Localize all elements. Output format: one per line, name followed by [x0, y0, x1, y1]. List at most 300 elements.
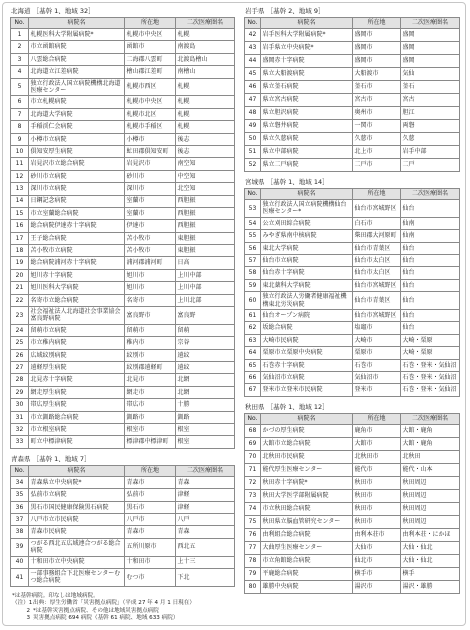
- cell-no: 56: [245, 242, 261, 254]
- note-item: [12, 615, 234, 623]
- cell-location: 紋別郡遠軽町: [125, 362, 176, 374]
- cell-hospital-name: 県立久慈病院: [261, 133, 353, 146]
- cell-hospital-name: 八雲総合病院: [29, 53, 125, 65]
- cell-location: 由利本荘市: [353, 528, 401, 541]
- cell-no: 28: [11, 374, 29, 386]
- cell-hospital-name: 市立札幌病院: [29, 96, 125, 108]
- cell-hospital-name: 気仙沼市立病院: [261, 371, 353, 383]
- cell-no: 71: [245, 463, 261, 476]
- table-header-row: [11, 18, 235, 29]
- cell-no: 62: [245, 322, 261, 334]
- cell-hospital-name: 一部事務組合下北医療センターむつ総合病院: [29, 568, 125, 586]
- cell-location: 仙台市宮城野区: [353, 309, 401, 321]
- cell-hospital-name: 県立大船渡病院: [261, 68, 353, 81]
- cell-no: 63: [245, 334, 261, 346]
- cell-hospital-name: 北海道立江差病院: [29, 66, 125, 78]
- section-heading-hokkaido: 北海道 ［基幹 1、地域 32］: [11, 7, 95, 15]
- table-row: [11, 556, 235, 568]
- table-row: [11, 399, 235, 411]
- cell-hospital-name: 雄勝中央病院: [261, 580, 353, 593]
- cell-location: 札幌市西区: [125, 78, 176, 96]
- cell-medical-area: 北網: [176, 386, 235, 398]
- table-body: [11, 29, 235, 449]
- cell-location: 二海郡八雲町: [125, 53, 176, 65]
- cell-medical-area: 盛岡: [401, 29, 460, 42]
- cell-hospital-name: 大曲厚生医療センター: [261, 541, 353, 554]
- section-iwate: [244, 7, 459, 172]
- table-row: [11, 501, 235, 513]
- cell-hospital-name: 十和田市立中央病院: [29, 556, 125, 568]
- cell-no: 66: [245, 371, 261, 383]
- note-item: [12, 600, 234, 608]
- cell-hospital-name: 旭川赤十字病院: [29, 269, 125, 281]
- table-header-row: [11, 465, 235, 476]
- cell-hospital-name: 大崎市民病院: [261, 334, 353, 346]
- cell-medical-area: 東胆振: [176, 245, 235, 257]
- cell-no: 22: [11, 294, 29, 306]
- cell-medical-area: 西胆振: [176, 220, 235, 232]
- table-row: [245, 437, 460, 450]
- cell-no: 34: [11, 476, 29, 488]
- column-header-medical-area: 二次医療圏名: [401, 413, 460, 424]
- cell-medical-area: 二戸: [401, 159, 460, 172]
- table-row: [11, 66, 235, 78]
- section-heading-akita: 秋田県 ［基幹 1、地域 12］: [245, 402, 329, 411]
- column-header-no: No.: [11, 465, 29, 476]
- cell-hospital-name: 盛岡赤十字病院: [261, 55, 353, 68]
- cell-location: 塩竈市: [353, 322, 401, 334]
- cell-hospital-name: 秋田県立脳血管研究センター: [261, 515, 353, 528]
- cell-location: 仙台市太白区: [353, 254, 401, 266]
- table-row: [11, 195, 235, 207]
- cell-location: 小樽市: [125, 133, 176, 145]
- cell-hospital-name: 栗原市立栗原中央病院: [261, 347, 353, 359]
- table-row: [245, 279, 460, 291]
- table-row: [245, 267, 460, 279]
- cell-medical-area: 津軽: [176, 489, 235, 501]
- cell-hospital-name: 帯広厚生病院: [29, 399, 125, 411]
- table-body: [11, 476, 235, 586]
- cell-medical-area: 後志: [176, 145, 235, 157]
- cell-no: 46: [245, 81, 261, 94]
- cell-hospital-name: みやぎ県南中核病院: [261, 230, 353, 242]
- cell-no: 21: [11, 282, 29, 294]
- cell-medical-area: 札幌: [176, 78, 235, 96]
- cell-no: 55: [245, 230, 261, 242]
- cell-no: 50: [245, 133, 261, 146]
- cell-medical-area: 秋田周辺: [401, 489, 460, 502]
- table-row: [245, 384, 460, 396]
- cell-hospital-name: 能代厚生医療センター: [261, 463, 353, 476]
- cell-hospital-name: 岩手医科大学附属病院*: [261, 29, 353, 42]
- cell-no: 16: [11, 220, 29, 232]
- cell-medical-area: 上川北部: [176, 294, 235, 306]
- table-row: [11, 476, 235, 488]
- cell-no: 29: [11, 386, 29, 398]
- cell-medical-area: 能代・山本: [401, 463, 460, 476]
- cell-hospital-name: 総合病院伊達赤十字病院: [29, 220, 125, 232]
- cell-hospital-name: 登米市立登米市民病院: [261, 384, 353, 396]
- hospital-table-aomori: [10, 465, 235, 587]
- table-row: [11, 121, 235, 133]
- table-row: [11, 307, 235, 325]
- cell-location: 紋別市: [125, 349, 176, 361]
- cell-no: 25: [11, 337, 29, 349]
- table-row: [245, 200, 460, 218]
- cell-hospital-name: 県立胆沢病院: [261, 107, 353, 120]
- table-row: [245, 424, 460, 437]
- cell-medical-area: 南渡島: [176, 41, 235, 53]
- cell-hospital-name: 東北大学病院: [261, 242, 353, 254]
- cell-hospital-name: 大館市立総合病院: [261, 437, 353, 450]
- cell-no: 4: [11, 66, 29, 78]
- cell-hospital-name: 仙台市立病院: [261, 254, 353, 266]
- table-row: [11, 108, 235, 120]
- cell-hospital-name: 小樽市立病院: [29, 133, 125, 145]
- cell-medical-area: 西胆振: [176, 207, 235, 219]
- column-header-location: 所在地: [125, 18, 176, 29]
- cell-hospital-name: 苫小牧市立病院: [29, 245, 125, 257]
- cell-location: 札幌市中央区: [125, 96, 176, 108]
- cell-no: 52: [245, 159, 261, 172]
- table-body: [245, 424, 460, 593]
- cell-location: 奥州市: [353, 107, 401, 120]
- column-header-hospital-name: 病院名: [261, 18, 353, 29]
- table-row: [245, 94, 460, 107]
- cell-medical-area: 仙南: [401, 217, 460, 229]
- cell-no: 8: [11, 121, 29, 133]
- cell-no: 13: [11, 183, 29, 195]
- section-hokkaido: [10, 7, 234, 449]
- cell-location: 石巻市: [353, 359, 401, 371]
- cell-no: 9: [11, 133, 29, 145]
- cell-location: 旭川市: [125, 269, 176, 281]
- cell-medical-area: 横手: [401, 567, 460, 580]
- cell-location: 浦河郡浦河町: [125, 257, 176, 269]
- cell-hospital-name: 市立釧路総合病院: [29, 411, 125, 423]
- column-header-medical-area: 二次医療圏名: [401, 18, 460, 29]
- cell-medical-area: 北空知: [176, 183, 235, 195]
- cell-medical-area: 東胆振: [176, 232, 235, 244]
- cell-location: 旭川市: [125, 282, 176, 294]
- cell-medical-area: 上川中部: [176, 282, 235, 294]
- table-row: [245, 68, 460, 81]
- cell-location: 仙北市: [353, 554, 401, 567]
- table-row: [11, 269, 235, 281]
- cell-no: 74: [245, 502, 261, 515]
- cell-hospital-name: 八戸市立市民病院: [29, 513, 125, 525]
- table-row: [11, 41, 235, 53]
- cell-no: 24: [11, 324, 29, 336]
- cell-location: 帯広市: [125, 399, 176, 411]
- cell-hospital-name: 町立中標津病院: [29, 436, 125, 448]
- cell-no: 36: [11, 501, 29, 513]
- right-column: [244, 7, 459, 600]
- cell-location: 富良野市: [125, 307, 176, 325]
- hospital-table-hokkaido: [10, 17, 235, 449]
- cell-hospital-name: かづの厚生病院: [261, 424, 353, 437]
- cell-hospital-name: 東北薬科大学病院: [261, 279, 353, 291]
- cell-location: 苫小牧市: [125, 232, 176, 244]
- cell-no: 7: [11, 108, 29, 120]
- cell-hospital-name: 坂総合病院: [261, 322, 353, 334]
- cell-location: 黒石市: [125, 501, 176, 513]
- cell-medical-area: 大仙・仙北: [401, 554, 460, 567]
- cell-location: 砂川市: [125, 170, 176, 182]
- cell-medical-area: 南空知: [176, 158, 235, 170]
- table-row: [11, 489, 235, 501]
- cell-location: 室蘭市: [125, 207, 176, 219]
- cell-no: 14: [11, 195, 29, 207]
- cell-no: 3: [11, 53, 29, 65]
- cell-location: 一関市: [353, 120, 401, 133]
- table-row: [11, 232, 235, 244]
- cell-location: 二戸市: [353, 159, 401, 172]
- section-heading-aomori: 青森県 ［基幹 1、地域 7］: [11, 454, 91, 463]
- table-row: [11, 324, 235, 336]
- table-row: [11, 53, 235, 65]
- cell-location: 秋田市: [353, 502, 401, 515]
- table-row: [245, 146, 460, 159]
- cell-medical-area: 宮古: [401, 94, 460, 107]
- cell-hospital-name: 旭川医科大学病院: [29, 282, 125, 294]
- table-row: [245, 29, 460, 42]
- cell-medical-area: 札幌: [176, 121, 235, 133]
- cell-medical-area: 青森: [176, 526, 235, 538]
- cell-hospital-name: 王子総合病院: [29, 232, 125, 244]
- cell-hospital-name: 市立室蘭総合病院: [29, 207, 125, 219]
- table-row: [245, 254, 460, 266]
- cell-location: 宮古市: [353, 94, 401, 107]
- cell-hospital-name: 青森県立中央病院*: [29, 476, 125, 488]
- cell-no: 30: [11, 399, 29, 411]
- cell-location: 弘前市: [125, 489, 176, 501]
- cell-no: 79: [245, 567, 261, 580]
- cell-medical-area: 札幌: [176, 96, 235, 108]
- cell-medical-area: 盛岡: [401, 55, 460, 68]
- cell-medical-area: 釜石: [401, 81, 460, 94]
- table-row: [11, 29, 235, 41]
- cell-location: 盛岡市: [353, 29, 401, 42]
- note-label: 3: [26, 615, 30, 622]
- cell-medical-area: 仙台: [401, 254, 460, 266]
- table-row: [245, 528, 460, 541]
- cell-location: 根室市: [125, 423, 176, 435]
- table-row: [11, 294, 235, 306]
- cell-location: 留萌市: [125, 324, 176, 336]
- table-row: [245, 463, 460, 476]
- cell-location: 仙台市宮城野区: [353, 200, 401, 218]
- column-header-medical-area: 二次医療圏名: [401, 189, 460, 200]
- cell-no: 67: [245, 384, 261, 396]
- cell-hospital-name: 市立稚内病院: [29, 337, 125, 349]
- cell-location: 秋田市: [353, 476, 401, 489]
- cell-location: 北秋田市: [353, 450, 401, 463]
- cell-location: 北見市: [125, 374, 176, 386]
- note-text: *は基幹災害拠点病院、その他は地域災害拠点病院: [33, 607, 159, 614]
- cell-location: 苫小牧市: [125, 245, 176, 257]
- cell-medical-area: 根室: [176, 423, 235, 435]
- note-text: 災害拠点病院 694 病院（基幹 61 病院、地域 633 病院）: [33, 615, 179, 622]
- cell-no: 6: [11, 96, 29, 108]
- cell-medical-area: 仙台: [401, 267, 460, 279]
- cell-no: 78: [245, 554, 261, 567]
- cell-location: 五所川原市: [125, 538, 176, 556]
- table-header-row: [245, 189, 460, 200]
- table-row: [11, 78, 235, 96]
- cell-no: 47: [245, 94, 261, 107]
- table-row: [245, 322, 460, 334]
- table-row: [245, 292, 460, 310]
- cell-location: 十和田市: [125, 556, 176, 568]
- cell-no: 75: [245, 515, 261, 528]
- table-row: [11, 207, 235, 219]
- cell-no: 73: [245, 489, 261, 502]
- cell-no: 31: [11, 411, 29, 423]
- table-row: [245, 42, 460, 55]
- cell-no: 69: [245, 437, 261, 450]
- table-row: [11, 349, 235, 361]
- cell-medical-area: 南檜山: [176, 66, 235, 78]
- cell-location: 気仙沼市: [353, 371, 401, 383]
- cell-medical-area: 久慈: [401, 133, 460, 146]
- cell-location: 札幌市北区: [125, 108, 176, 120]
- cell-no: 70: [245, 450, 261, 463]
- table-body: [245, 29, 460, 172]
- cell-hospital-name: 県立宮古病院: [261, 94, 353, 107]
- cell-no: 27: [11, 362, 29, 374]
- cell-no: 53: [245, 200, 261, 218]
- cell-location: 大仙市: [353, 541, 401, 554]
- cell-location: 横手市: [353, 567, 401, 580]
- cell-location: 札幌市手稲区: [125, 121, 176, 133]
- table-row: [245, 359, 460, 371]
- section-heading-iwate: 岩手県 ［基幹 2、地域 9］: [245, 7, 325, 15]
- cell-no: 40: [11, 556, 29, 568]
- column-header-location: 所在地: [353, 189, 401, 200]
- column-header-hospital-name: 病院名: [261, 189, 353, 200]
- table-row: [11, 133, 235, 145]
- column-header-no: No.: [245, 413, 261, 424]
- cell-no: 23: [11, 307, 29, 325]
- column-header-no: No.: [245, 189, 261, 200]
- cell-location: 柴田郡大河原町: [353, 230, 401, 242]
- table-row: [245, 371, 460, 383]
- cell-hospital-name: 県立二戸病院: [261, 159, 353, 172]
- table-row: [245, 309, 460, 321]
- cell-hospital-name: 留萌市立病院: [29, 324, 125, 336]
- cell-medical-area: 秋田周辺: [401, 515, 460, 528]
- cell-medical-area: 青森: [176, 476, 235, 488]
- cell-location: 八戸市: [125, 513, 176, 525]
- cell-location: 稚内市: [125, 337, 176, 349]
- cell-no: 20: [11, 269, 29, 281]
- section-heading-miyagi: 宮城県 ［基幹 1、地域 14］: [245, 178, 329, 186]
- cell-location: 栗原市: [353, 347, 401, 359]
- cell-location: 大船渡市: [353, 68, 401, 81]
- table-row: [11, 513, 235, 525]
- cell-hospital-name: 独立行政法人労働者健康福祉機構東北労災病院: [261, 292, 353, 310]
- cell-location: 岩見沢市: [125, 158, 176, 170]
- cell-hospital-name: 市立根室病院: [29, 423, 125, 435]
- cell-location: 名寄市: [125, 294, 176, 306]
- cell-no: 68: [245, 424, 261, 437]
- table-row: [245, 489, 460, 502]
- cell-medical-area: 仙台: [401, 309, 460, 321]
- table-row: [245, 567, 460, 580]
- cell-hospital-name: 砂川市立病院: [29, 170, 125, 182]
- cell-hospital-name: 市立函館病院: [29, 41, 125, 53]
- cell-location: 標津郡中標津町: [125, 436, 176, 448]
- cell-hospital-name: 広域紋別病院: [29, 349, 125, 361]
- cell-location: 函館市: [125, 41, 176, 53]
- cell-medical-area: 富良野: [176, 307, 235, 325]
- cell-hospital-name: 北海道大学病院: [29, 108, 125, 120]
- cell-no: 64: [245, 347, 261, 359]
- cell-medical-area: 中空知: [176, 170, 235, 182]
- cell-hospital-name: 網走厚生病院: [29, 386, 125, 398]
- column-header-hospital-name: 病院名: [261, 413, 353, 424]
- cell-hospital-name: 秋田大学医学部附属病院: [261, 489, 353, 502]
- cell-location: 虻田郡倶知安町: [125, 145, 176, 157]
- left-column: [10, 7, 234, 623]
- cell-medical-area: 西北五: [176, 538, 235, 556]
- cell-location: 青森市: [125, 526, 176, 538]
- table-row: [11, 145, 235, 157]
- cell-no: 1: [11, 29, 29, 41]
- cell-medical-area: 遠紋: [176, 349, 235, 361]
- column-header-hospital-name: 病院名: [29, 465, 125, 476]
- cell-hospital-name: 日鋼記念病院: [29, 195, 125, 207]
- table-row: [11, 96, 235, 108]
- cell-no: 80: [245, 580, 261, 593]
- cell-medical-area: 津軽: [176, 501, 235, 513]
- cell-no: 45: [245, 68, 261, 81]
- table-row: [11, 386, 235, 398]
- cell-no: 61: [245, 309, 261, 321]
- cell-hospital-name: 社会福祉法人北海道社会事業協会富良野病院: [29, 307, 125, 325]
- cell-hospital-name: 名寄市立総合病院: [29, 294, 125, 306]
- notes: [12, 593, 234, 623]
- cell-location: 久慈市: [353, 133, 401, 146]
- column-header-no: No.: [245, 18, 261, 29]
- cell-hospital-name: 弘前市立病院: [29, 489, 125, 501]
- table-row: [11, 220, 235, 232]
- cell-location: 仙台市青葉区: [353, 292, 401, 310]
- cell-medical-area: 秋田周辺: [401, 476, 460, 489]
- table-row: [11, 538, 235, 556]
- column-header-location: 所在地: [353, 413, 401, 424]
- cell-hospital-name: 北秋田市民病院: [261, 450, 353, 463]
- cell-medical-area: 北秋田: [401, 450, 460, 463]
- cell-no: 38: [11, 526, 29, 538]
- cell-no: 72: [245, 476, 261, 489]
- cell-no: 43: [245, 42, 261, 55]
- cell-no: 12: [11, 170, 29, 182]
- cell-medical-area: 石巻・登米・気仙沼: [401, 359, 460, 371]
- cell-medical-area: 大崎・栗原: [401, 334, 460, 346]
- cell-no: 76: [245, 528, 261, 541]
- cell-hospital-name: 市立角館総合病院: [261, 554, 353, 567]
- note-label: （注）1: [12, 600, 33, 607]
- cell-hospital-name: 平鹿総合病院: [261, 567, 353, 580]
- hospital-table-miyagi: [244, 188, 460, 397]
- cell-hospital-name: 仙台オープン病院: [261, 309, 353, 321]
- table-row: [245, 580, 460, 593]
- cell-hospital-name: 青森市民病院: [29, 526, 125, 538]
- cell-location: 北上市: [353, 146, 401, 159]
- cell-hospital-name: 岩手県立中央病院*: [261, 42, 353, 55]
